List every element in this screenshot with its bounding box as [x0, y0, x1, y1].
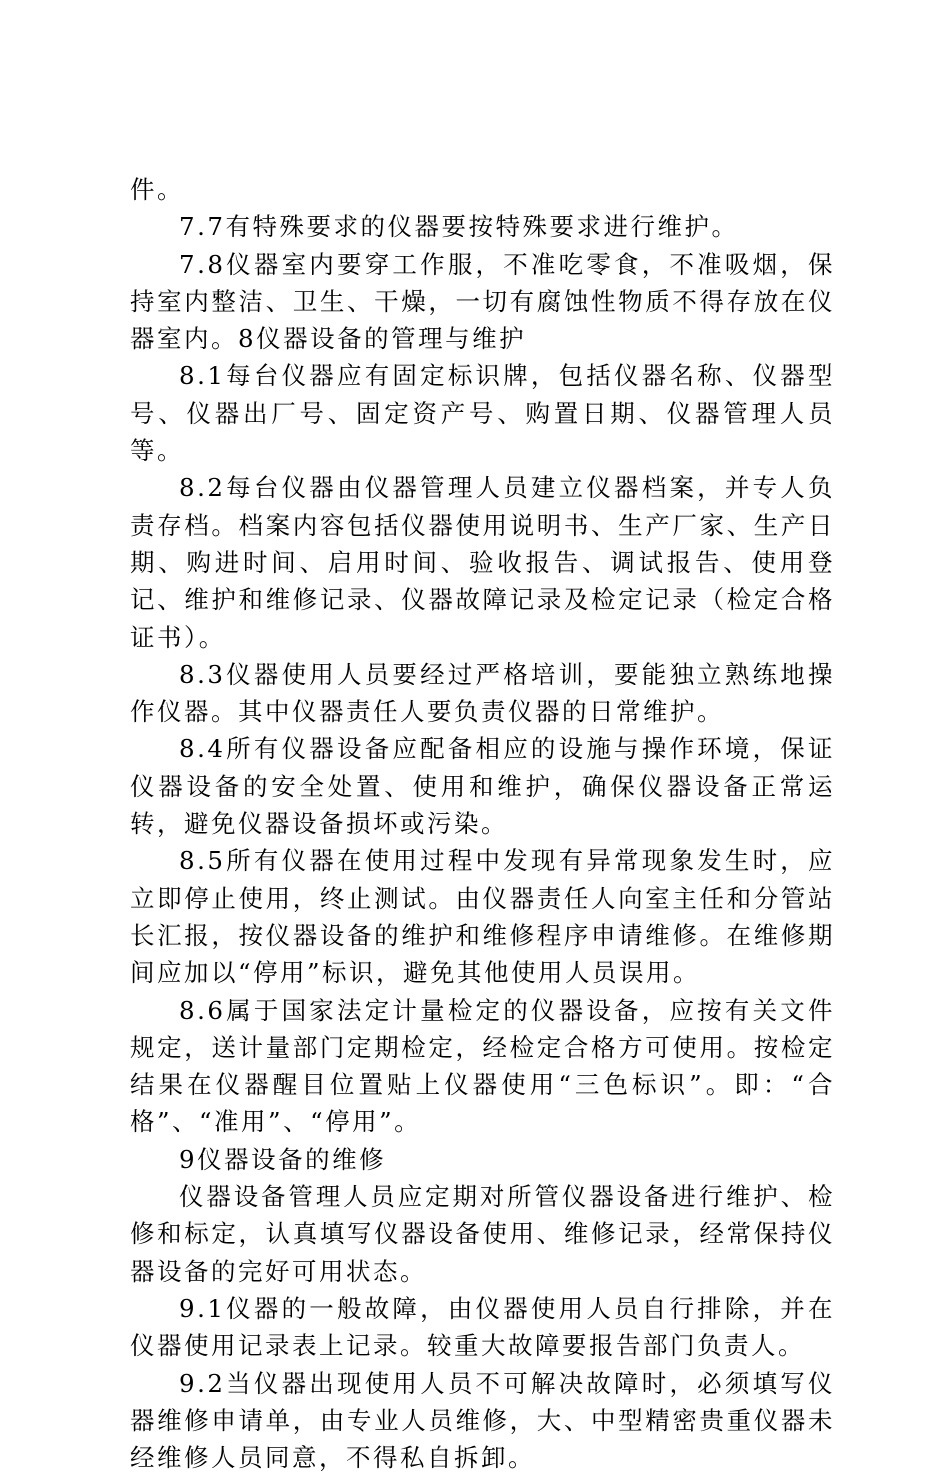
paragraph-7-8: 7.8仪器室内要穿工作服，不准吃零食，不准吸烟，保持室内整洁、卫生、干燥，一切有腐蚀性物质不得存放在仪器室内。8仪器设备的管理与维护	[130, 246, 835, 358]
paragraph-8-1: 8.1每台仪器应有固定标识牌，包括仪器名称、仪器型号、仪器出厂号、固定资产号、购置日期、仪器管理人员等。	[130, 357, 835, 469]
paragraph-8-2: 8.2每台仪器由仪器管理人员建立仪器档案，并专人负责存档。档案内容包括仪器使用说明书、生产厂家、生产日期、购进时间、启用时间、验收报告、调试报告、使用登记、维护和维修记录、仪器故障记录及检定记录（检定合格证书）。	[130, 469, 835, 655]
paragraph-9-intro: 仪器设备管理人员应定期对所管仪器设备进行维护、检修和标定，认真填写仪器设备使用、维修记录，经常保持仪器设备的完好可用状态。	[130, 1178, 835, 1290]
paragraph-8-3: 8.3仪器使用人员要经过严格培训，要能独立熟练地操作仪器。其中仪器责任人要负责仪器的日常维护。	[130, 656, 835, 731]
paragraph-9-2: 9.2当仪器出现使用人员不可解决故障时，必须填写仪器维修申请单，由专业人员维修，大、中型精密贵重仪器未经维修人员同意，不得私自拆卸。	[130, 1365, 835, 1476]
section-heading-9: 9仪器设备的维修	[130, 1141, 835, 1178]
paragraph-8-4: 8.4所有仪器设备应配备相应的设施与操作环境，保证仪器设备的安全处置、使用和维护，确保仪器设备正常运转，避免仪器设备损坏或污染。	[130, 730, 835, 842]
paragraph-continuation: 件。	[130, 171, 835, 208]
paragraph-8-6: 8.6属于国家法定计量检定的仪器设备，应按有关文件规定，送计量部门定期检定，经检定合格方可使用。按检定结果在仪器醒目位置贴上仪器使用“三色标识”。即：“合格”、“准用”、“停用”。	[130, 992, 835, 1141]
paragraph-7-7: 7.7有特殊要求的仪器要按特殊要求进行维护。	[130, 208, 835, 245]
paragraph-9-1: 9.1仪器的一般故障，由仪器使用人员自行排除，并在仪器使用记录表上记录。较重大故障要报告部门负责人。	[130, 1290, 835, 1365]
document-body	[130, 171, 835, 1476]
paragraph-8-5: 8.5所有仪器在使用过程中发现有异常现象发生时，应立即停止使用，终止测试。由仪器责任人向室主任和分管站长汇报，按仪器设备的维护和维修程序申请维修。在维修期间应加以“停用”标识，避免其他使用人员误用。	[130, 842, 835, 991]
